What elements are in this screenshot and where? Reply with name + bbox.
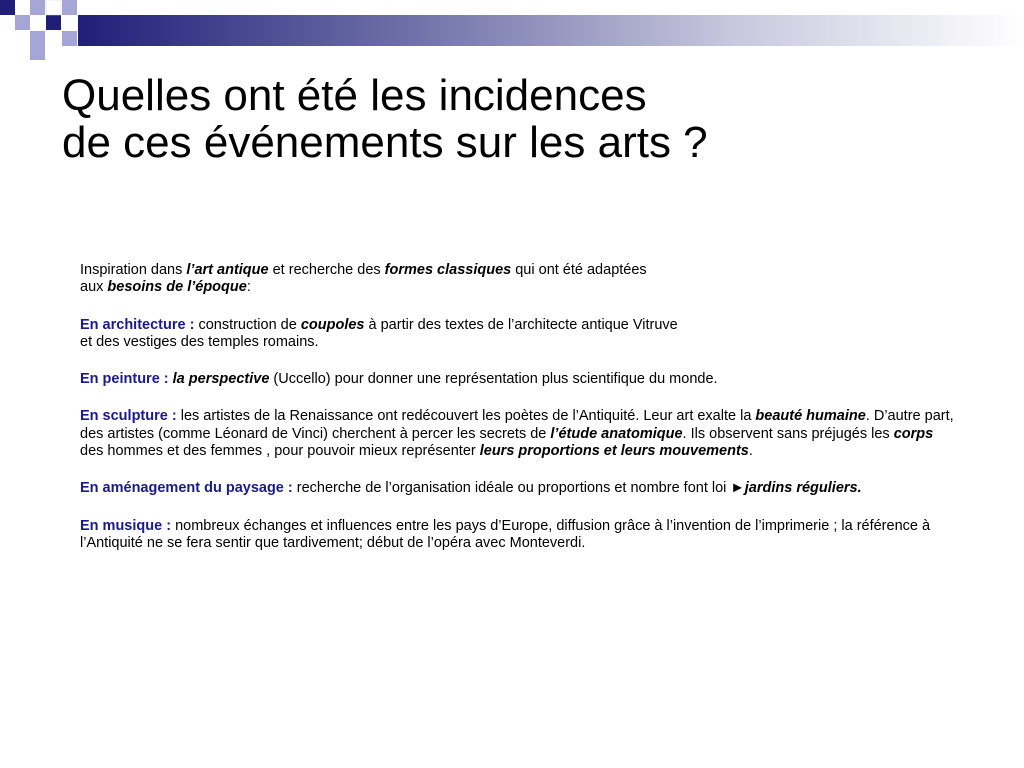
section-heading-peinture: En peinture :	[80, 371, 169, 388]
text-run: nombreux échanges et influences entre les pays d’Europe, diffusion grâce à l’invention de l’imprimerie ; la référence à l’Antiquité ne se fera sentir que tardivement; début de l’opéra avec Monteverdi.	[80, 517, 931, 551]
text-run: à partir des textes de l’architecte antique Vitruve	[364, 316, 678, 333]
architecture-line-1	[80, 317, 960, 334]
title-line-1: Quelles ont été les incidences	[62, 71, 647, 120]
gradient-band	[78, 15, 1024, 46]
section-heading-architecture: En architecture :	[80, 316, 195, 333]
text-run: qui ont été adaptées	[511, 262, 647, 278]
paragraph-peinture	[80, 371, 960, 388]
deco-square	[62, 0, 77, 15]
text-run: :	[246, 279, 251, 296]
text-run: Inspiration dans	[80, 262, 187, 278]
emphasis-corps: corps	[893, 425, 934, 442]
emphasis-etude-anatomique: l’étude anatomique	[550, 425, 683, 442]
text-run: et recherche des	[268, 262, 385, 278]
text-run: recherche de l’organisation idéale ou proportions et nombre font loi ►	[292, 480, 745, 497]
deco-square	[46, 31, 61, 46]
text-run: .	[748, 443, 753, 460]
deco-square	[30, 46, 45, 60]
emphasis-formes-classiques: formes classiques	[384, 262, 512, 278]
paragraph-paysage	[80, 480, 960, 497]
slide-body	[80, 262, 960, 572]
deco-square	[15, 15, 30, 30]
text-run: aux	[80, 279, 108, 296]
section-heading-paysage: En aménagement du paysage :	[80, 480, 293, 497]
section-heading-musique: En musique :	[80, 517, 172, 534]
slide-title	[62, 72, 708, 166]
text-run: . D’autre part, des artistes (comme Léonard de Vinci) cherchent à percer les secrets de	[80, 408, 954, 442]
paragraph-architecture	[80, 317, 960, 352]
deco-square	[15, 31, 30, 46]
emphasis-jardins-reguliers: jardins réguliers.	[744, 480, 862, 497]
paragraph-intro	[80, 262, 960, 297]
intro-line-1	[80, 262, 960, 279]
deco-square	[46, 0, 61, 15]
paragraph-musique	[80, 518, 960, 553]
emphasis-besoins-epoque: besoins de l’époque	[107, 279, 247, 296]
deco-square	[0, 0, 15, 15]
emphasis-proportions-mouvements: leurs proportions et leurs mouvements	[479, 443, 749, 460]
deco-square	[62, 31, 77, 46]
text-run: les artistes de la Renaissance ont redécouvert les poètes de l’Antiquité. Leur art exalte la	[176, 408, 756, 425]
architecture-line-2: et des vestiges des temples romains.	[80, 333, 319, 350]
deco-square	[30, 31, 45, 46]
paragraph-sculpture	[80, 408, 960, 460]
deco-square	[30, 0, 45, 15]
text-run: . Ils observent sans préjugés les	[682, 425, 894, 442]
section-heading-sculpture: En sculpture :	[80, 408, 177, 425]
decorative-header-band	[0, 0, 1024, 60]
emphasis-perspective: la perspective	[172, 371, 270, 388]
intro-line-2	[80, 279, 960, 296]
deco-square	[46, 15, 61, 30]
emphasis-coupoles: coupoles	[300, 316, 365, 333]
emphasis-beaute-humaine: beauté humaine	[755, 408, 866, 425]
text-run: construction de	[194, 316, 301, 333]
title-line-2: de ces événements sur les arts ?	[62, 118, 708, 167]
text-run: (Uccello) pour donner une représentation plus scientifique du monde.	[269, 371, 718, 388]
emphasis-art-antique: l’art antique	[186, 262, 269, 278]
text-run: des hommes et des femmes , pour pouvoir mieux représenter	[80, 443, 480, 460]
